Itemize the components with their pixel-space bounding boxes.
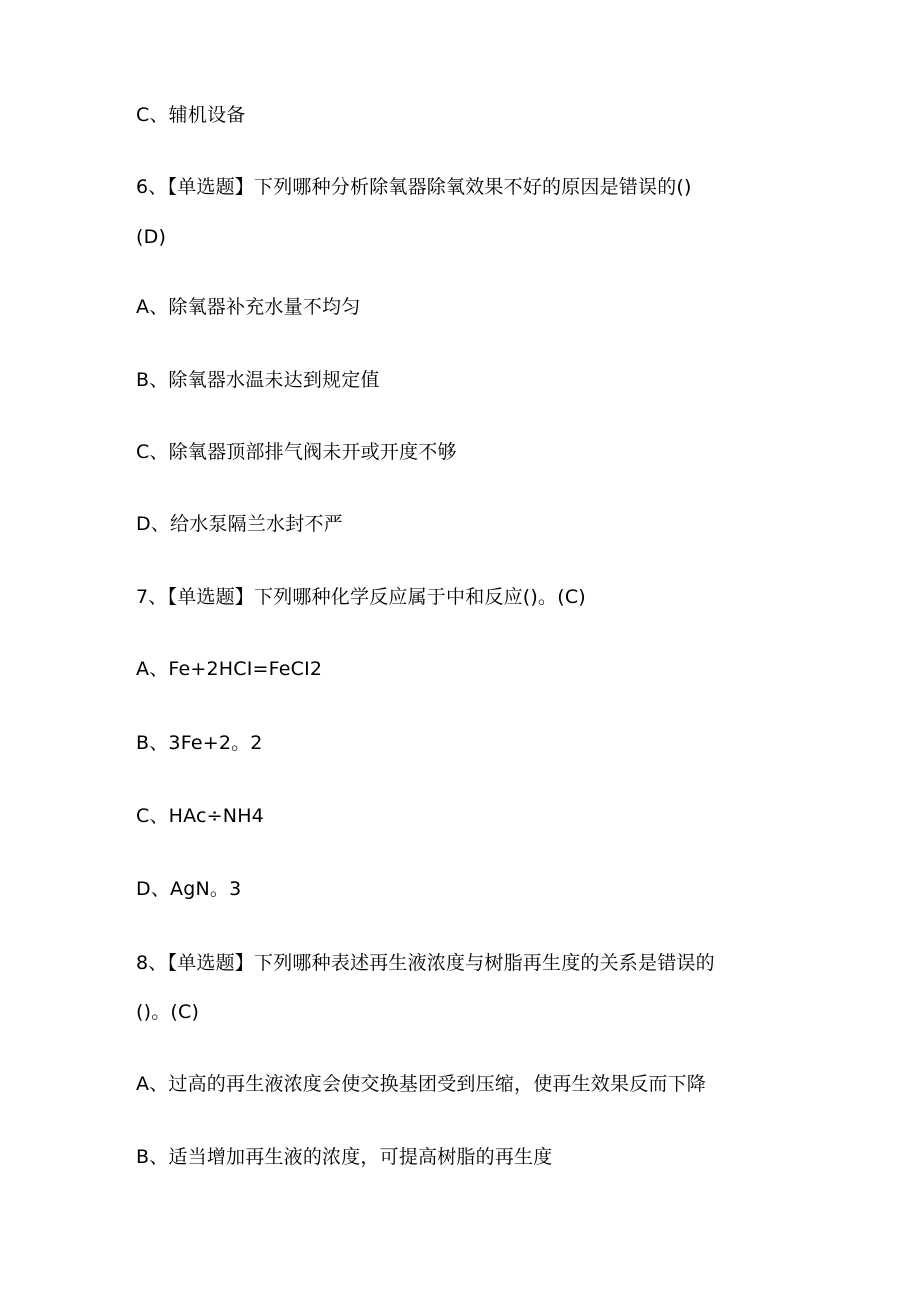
question-6-option-d: D、给水泵隔兰水封不严	[136, 513, 343, 535]
question-8-text: 8、【单选题】下列哪种表述再生液浓度与树脂再生度的关系是错误的	[136, 952, 715, 974]
question-6-option-a: A、除氧器补充水量不均匀	[136, 296, 361, 318]
question-8-option-b: B、适当增加再生液的浓度，可提高树脂的再生度	[136, 1146, 553, 1168]
question-6-text: 6、【单选题】下列哪种分析除氧器除氧效果不好的原因是错误的()	[136, 176, 692, 198]
option-c-prev: C、辅机设备	[136, 104, 246, 126]
question-7-option-d: D、AgN。3	[136, 878, 242, 900]
question-7-option-a: A、Fe+2HCI=FeCI2	[136, 658, 323, 680]
question-7-option-c: C、HAc÷NH4	[136, 805, 264, 827]
question-7-text: 7、【单选题】下列哪种化学反应属于中和反应()。(C)	[136, 586, 586, 608]
question-6-option-c: C、除氧器顶部排气阀未开或开度不够	[136, 441, 457, 463]
question-6-answer: (D)	[136, 226, 167, 248]
question-8-answer: ()。(C)	[136, 1001, 200, 1023]
question-6-option-b: B、除氧器水温未达到规定值	[136, 369, 380, 391]
question-8-option-a: A、过高的再生液浓度会使交换基团受到压缩，使再生效果反而下降	[136, 1073, 706, 1095]
question-7-option-b: B、3Fe+2。2	[136, 732, 263, 754]
